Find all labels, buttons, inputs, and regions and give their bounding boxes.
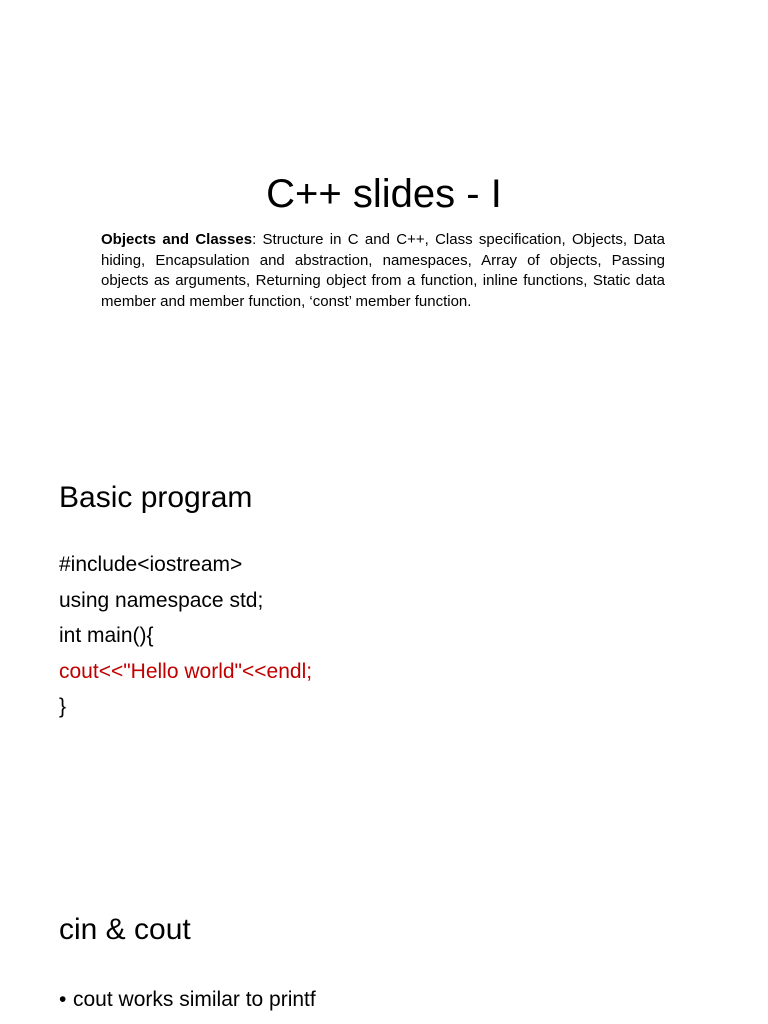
slide-cin-cout <box>0 864 768 1024</box>
slide-basic-program <box>0 432 768 864</box>
slide-heading: Basic program <box>59 481 253 514</box>
code-line: #include<iostream> <box>59 553 243 576</box>
bullet-marker: • <box>59 988 67 1011</box>
code-block <box>59 547 312 725</box>
slide-title-heading: C++ slides - I <box>266 172 502 216</box>
bullet-list <box>59 982 316 1017</box>
bullet-item <box>59 982 316 1017</box>
topics-lead: Objects and Classes <box>101 231 253 248</box>
code-line: int main(){ <box>59 624 154 647</box>
code-line: using namespace std; <box>59 588 264 612</box>
slide-heading: cin & cout <box>59 913 191 946</box>
topics-text: : Structure in C and C++, Class specification, Objects, Data hiding, Encapsulation and abstraction, namespaces, Array of objects, Passing objects as arguments, Returning object from a function, inline functions, Static data member and member function, ‘const’ member function. <box>101 231 666 310</box>
slide-title <box>0 0 768 432</box>
bullet-text: cout works similar to printf <box>73 988 316 1011</box>
topics-paragraph <box>101 230 665 312</box>
code-line: } <box>59 695 67 718</box>
code-line-highlighted: cout<<"Hello world"<<endl; <box>59 659 313 683</box>
